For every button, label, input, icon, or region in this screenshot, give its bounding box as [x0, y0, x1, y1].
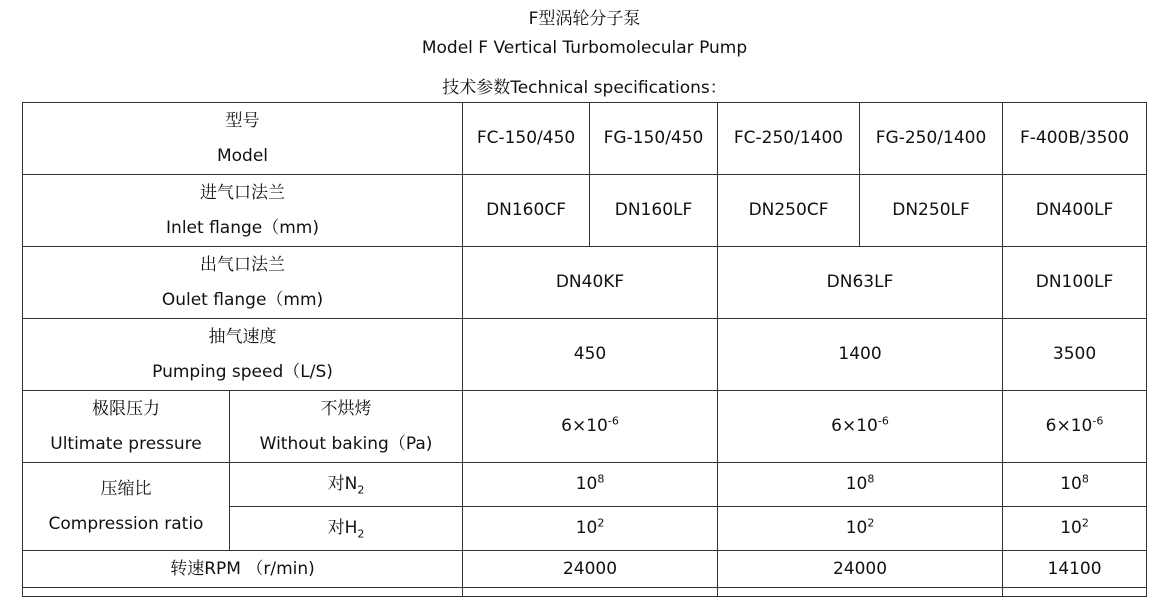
cell: 450	[463, 319, 718, 391]
exponent: 8	[597, 472, 605, 486]
label-en: Without baking（Pa)	[259, 433, 433, 454]
cell: 24000	[718, 551, 1003, 588]
row-header-outlet	[23, 247, 463, 319]
cell: DN250CF	[718, 175, 860, 247]
base: 10	[845, 518, 868, 538]
table-row-ultimate	[23, 391, 1147, 463]
exponent: 8	[867, 472, 875, 486]
cell	[23, 588, 463, 597]
row-header-model	[23, 103, 463, 175]
cell: DN160LF	[590, 175, 718, 247]
cell	[463, 588, 718, 597]
table-row-model	[23, 103, 1147, 175]
row-subheader-h2	[230, 507, 463, 551]
spec-table	[22, 102, 1147, 597]
row-header-rpm: 转速RPM （r/min)	[23, 551, 463, 588]
base: 6×10	[1045, 416, 1093, 436]
table-row-speed	[23, 319, 1147, 391]
label-cn: 型号	[225, 110, 260, 131]
base: 10	[1060, 518, 1082, 538]
cell: DN63LF	[718, 247, 1003, 319]
cell: DN400LF	[1003, 175, 1147, 247]
row-header-inlet	[23, 175, 463, 247]
row-header-speed	[23, 319, 463, 391]
cell	[463, 507, 718, 551]
subscript: 2	[357, 483, 365, 497]
cell: 14100	[1003, 551, 1147, 588]
exponent: -6	[607, 414, 619, 428]
label-cn: 极限压力	[92, 398, 160, 419]
cell	[718, 507, 1003, 551]
row-header-compression	[23, 463, 230, 551]
cell	[718, 391, 1003, 463]
cell: DN100LF	[1003, 247, 1147, 319]
label-cn: 不烘烤	[320, 398, 372, 419]
cell	[1003, 588, 1147, 597]
base: 10	[1060, 474, 1082, 494]
cell: 24000	[463, 551, 718, 588]
prefix: 对N	[327, 474, 358, 494]
label-en: Compression ratio	[48, 513, 204, 534]
base: 10	[575, 474, 598, 494]
subscript: 2	[357, 527, 365, 541]
cell: FC-250/1400	[718, 103, 860, 175]
exponent: -6	[1092, 414, 1104, 428]
label-en: Model	[216, 145, 269, 166]
row-subheader-baking	[230, 391, 463, 463]
cell	[1003, 463, 1147, 507]
cell: FG-150/450	[590, 103, 718, 175]
exponent: 8	[1081, 472, 1089, 486]
cell	[1003, 391, 1147, 463]
label-en: Ultimate pressure	[50, 433, 202, 454]
exponent: -6	[877, 414, 889, 428]
cell: DN250LF	[860, 175, 1003, 247]
label-cn: 压缩比	[100, 478, 152, 499]
exponent: 2	[867, 516, 875, 530]
subtitle: 技术参数Technical specifications：	[442, 78, 727, 98]
base: 6×10	[561, 416, 608, 436]
label-en: Oulet flange（mm)	[161, 289, 324, 310]
base: 10	[845, 474, 868, 494]
title-en: Model F Vertical Turbomolecular Pump	[421, 38, 748, 58]
label-cn: 抽气速度	[208, 326, 277, 347]
table-row-rpm	[23, 551, 1147, 588]
cell: 1400	[718, 319, 1003, 391]
label-en: Pumping speed（L/S)	[152, 361, 333, 382]
cell	[463, 463, 718, 507]
exponent: 2	[597, 516, 605, 530]
cell: DN40KF	[463, 247, 718, 319]
label-cn: 进气口法兰	[200, 182, 285, 203]
cell: 3500	[1003, 319, 1147, 391]
prefix: 对H	[327, 518, 358, 538]
row-subheader-n2	[230, 463, 463, 507]
table-row-cut-off	[23, 588, 1147, 597]
table-row-inlet	[23, 175, 1147, 247]
row-header-ultimate	[23, 391, 230, 463]
exponent: 2	[1081, 516, 1089, 530]
label-en: Inlet flange（mm)	[166, 217, 319, 238]
base: 10	[575, 518, 598, 538]
cell	[718, 463, 1003, 507]
cell	[463, 391, 718, 463]
cell	[1003, 507, 1147, 551]
table-row-compression-n2	[23, 463, 1147, 507]
cell	[718, 588, 1003, 597]
cell: DN160CF	[463, 175, 590, 247]
table-row-outlet	[23, 247, 1147, 319]
cell: FG-250/1400	[860, 103, 1003, 175]
title-cn: F型涡轮分子泵	[528, 9, 641, 29]
label-cn: 出气口法兰	[200, 254, 285, 275]
cell: FC-150/450	[463, 103, 590, 175]
cell: F-400B/3500	[1003, 103, 1147, 175]
base: 6×10	[831, 416, 878, 436]
